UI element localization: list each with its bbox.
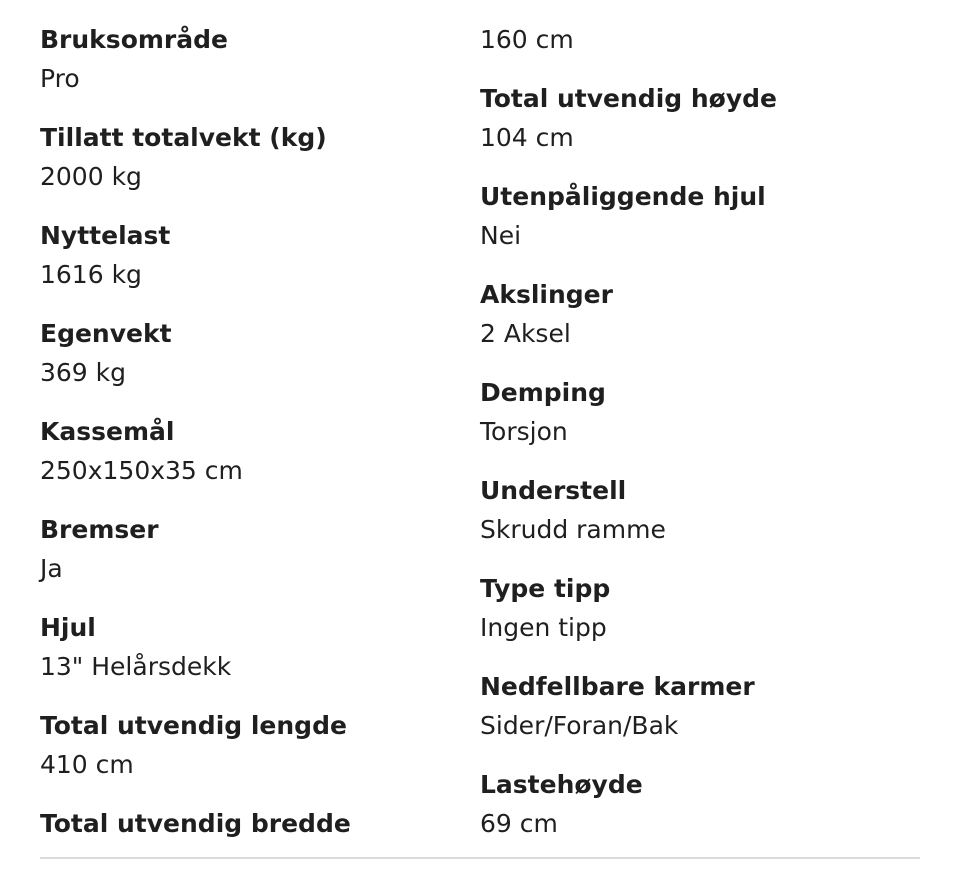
spec-value: 250x150x35 cm	[40, 456, 243, 485]
spec-value: Skrudd ramme	[480, 515, 666, 544]
spec-label: Total utvendig lengde	[40, 711, 347, 740]
spec-label: Kassemål	[40, 417, 175, 446]
spec-value: 104 cm	[480, 123, 574, 152]
spec-value: 69 cm	[480, 809, 558, 838]
spec-loading-height	[480, 765, 920, 843]
spec-outboard-wheels	[480, 177, 920, 255]
spec-value: 13" Helårsdekk	[40, 652, 232, 681]
spec-label: Utenpåliggende hjul	[480, 182, 766, 211]
spec-gross-weight	[40, 118, 460, 196]
spec-value: 369 kg	[40, 358, 127, 387]
spec-usage-area	[40, 20, 460, 98]
section-divider	[40, 857, 920, 859]
spec-label: Tillatt totalvekt (kg)	[40, 123, 327, 152]
spec-wheels	[40, 608, 460, 686]
spec-label: Bremser	[40, 515, 159, 544]
spec-payload	[40, 216, 460, 294]
spec-label: Total utvendig bredde	[40, 809, 351, 838]
spec-total-height	[480, 79, 920, 157]
spec-suspension	[480, 373, 920, 451]
spec-value: Sider/Foran/Bak	[480, 711, 679, 740]
spec-total-length	[40, 706, 460, 784]
spec-value: 1616 kg	[40, 260, 142, 289]
spec-drop-sides	[480, 667, 920, 745]
spec-label: Total utvendig høyde	[480, 84, 777, 113]
spec-brakes	[40, 510, 460, 588]
spec-value: Nei	[480, 221, 522, 250]
spec-label: Bruksområde	[40, 25, 228, 54]
spec-value: 160 cm	[480, 25, 574, 54]
specs-right-column	[480, 20, 920, 863]
spec-total-width-value	[480, 20, 920, 59]
spec-value: 410 cm	[40, 750, 134, 779]
spec-curb-weight	[40, 314, 460, 392]
spec-total-width	[40, 804, 460, 843]
spec-value: Ja	[40, 554, 63, 583]
spec-value: 2 Aksel	[480, 319, 571, 348]
specs-left-column	[40, 20, 460, 863]
spec-label: Nedfellbare karmer	[480, 672, 755, 701]
spec-chassis	[480, 471, 920, 549]
spec-value: 2000 kg	[40, 162, 142, 191]
spec-label: Egenvekt	[40, 319, 172, 348]
spec-value: Pro	[40, 64, 80, 93]
spec-tipper-type	[480, 569, 920, 647]
spec-label: Lastehøyde	[480, 770, 643, 799]
spec-axles	[480, 275, 920, 353]
spec-box-dimensions	[40, 412, 460, 490]
spec-label: Demping	[480, 378, 606, 407]
spec-value: Ingen tipp	[480, 613, 607, 642]
spec-label: Type tipp	[480, 574, 611, 603]
spec-label: Hjul	[40, 613, 96, 642]
spec-label: Understell	[480, 476, 627, 505]
spec-label: Nyttelast	[40, 221, 171, 250]
spec-label: Akslinger	[480, 280, 613, 309]
spec-value: Torsjon	[480, 417, 568, 446]
